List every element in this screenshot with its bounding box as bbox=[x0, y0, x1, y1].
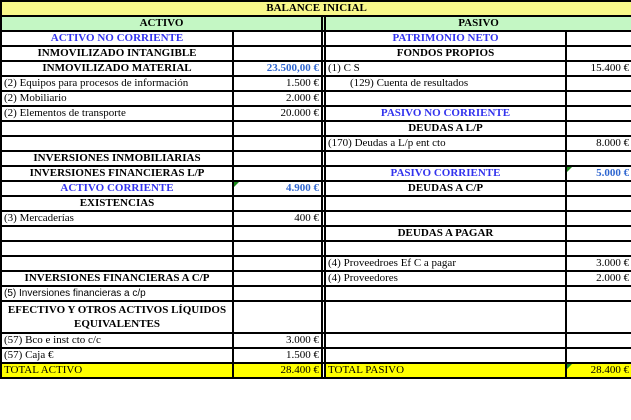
table-row bbox=[1, 136, 631, 151]
table-row bbox=[1, 181, 631, 196]
table-row bbox=[1, 76, 631, 91]
pasivo-label-cell[interactable]: PASIVO NO CORRIENTE bbox=[325, 106, 566, 121]
table-row bbox=[1, 271, 631, 286]
activo-value-cell[interactable] bbox=[233, 121, 322, 136]
activo-value-cell[interactable] bbox=[233, 31, 322, 46]
table-row bbox=[1, 211, 631, 226]
total-activo-label[interactable]: TOTAL ACTIVO bbox=[1, 363, 233, 378]
activo-label-cell[interactable]: INVERSIONES INMOBILIARIAS bbox=[1, 151, 233, 166]
table-row bbox=[1, 166, 631, 181]
pasivo-value-cell[interactable]: 15.400 € bbox=[566, 61, 631, 76]
activo-label-cell[interactable]: (57) Bco e inst cto c/c bbox=[1, 333, 233, 348]
pasivo-value-cell[interactable] bbox=[566, 151, 631, 166]
pasivo-label-cell[interactable] bbox=[325, 91, 566, 106]
table-row bbox=[1, 121, 631, 136]
activo-value-cell[interactable] bbox=[233, 286, 322, 301]
pasivo-label-cell[interactable]: (129) Cuenta de resultados bbox=[325, 76, 566, 91]
activo-value-cell[interactable] bbox=[233, 256, 322, 271]
total-pasivo-value[interactable]: 28.400 € bbox=[566, 363, 631, 378]
pasivo-value-cell[interactable] bbox=[566, 301, 631, 333]
table-row bbox=[1, 151, 631, 166]
header-row bbox=[1, 16, 631, 31]
activo-header[interactable]: ACTIVO bbox=[1, 16, 322, 31]
pasivo-value-cell[interactable] bbox=[566, 241, 631, 256]
total-activo-value[interactable]: 28.400 € bbox=[233, 363, 322, 378]
pasivo-label-cell[interactable]: DEUDAS A L/P bbox=[325, 121, 566, 136]
activo-value-cell[interactable] bbox=[233, 46, 322, 61]
activo-value-cell[interactable]: 400 € bbox=[233, 211, 322, 226]
activo-value-cell[interactable]: 1.500 € bbox=[233, 76, 322, 91]
activo-value-cell[interactable] bbox=[233, 166, 322, 181]
table-row bbox=[1, 61, 631, 76]
activo-label-cell[interactable]: INMOVILIZADO INTANGIBLE bbox=[1, 46, 233, 61]
activo-value-cell[interactable] bbox=[233, 136, 322, 151]
pasivo-label-cell[interactable]: DEUDAS A C/P bbox=[325, 181, 566, 196]
pasivo-label-cell[interactable]: (4) Proveedores bbox=[325, 271, 566, 286]
activo-label-cell[interactable]: ACTIVO NO CORRIENTE bbox=[1, 31, 233, 46]
activo-label-cell[interactable]: (2) Equipos para procesos de información bbox=[1, 76, 233, 91]
activo-label-cell[interactable]: EFECTIVO Y OTROS ACTIVOS LÍQUIDOS EQUIVALENTES bbox=[1, 301, 233, 333]
table-row bbox=[1, 196, 631, 211]
activo-label-cell[interactable] bbox=[1, 226, 233, 241]
pasivo-label-cell[interactable]: (1) C S bbox=[325, 61, 566, 76]
table-row bbox=[1, 348, 631, 363]
activo-label-cell[interactable]: (2) Elementos de transporte bbox=[1, 106, 233, 121]
pasivo-value-cell[interactable] bbox=[566, 226, 631, 241]
table-row bbox=[1, 31, 631, 46]
table-row bbox=[1, 46, 631, 61]
activo-value-cell[interactable] bbox=[233, 271, 322, 286]
table-row bbox=[1, 106, 631, 121]
activo-label-cell[interactable]: (57) Caja € bbox=[1, 348, 233, 363]
pasivo-label-cell[interactable] bbox=[325, 301, 566, 333]
total-pasivo-label[interactable]: TOTAL PASIVO bbox=[325, 363, 566, 378]
activo-label-cell[interactable]: INMOVILIZADO MATERIAL bbox=[1, 61, 233, 76]
activo-label-cell[interactable]: INVERSIONES FINANCIERAS L/P bbox=[1, 166, 233, 181]
sheet-title[interactable]: BALANCE INICIAL bbox=[1, 1, 631, 16]
activo-value-cell[interactable]: 4.900 € bbox=[233, 181, 322, 196]
activo-value-cell[interactable] bbox=[233, 196, 322, 211]
pasivo-value-cell[interactable]: 5.000 € bbox=[566, 166, 631, 181]
pasivo-value-cell[interactable]: 2.000 € bbox=[566, 271, 631, 286]
pasivo-label-cell[interactable]: (170) Deudas a L/p ent cto bbox=[325, 136, 566, 151]
pasivo-label-cell[interactable] bbox=[325, 348, 566, 363]
activo-value-cell[interactable]: 20.000 € bbox=[233, 106, 322, 121]
pasivo-label-cell[interactable] bbox=[325, 151, 566, 166]
pasivo-label-cell[interactable]: PASIVO CORRIENTE bbox=[325, 166, 566, 181]
table-row bbox=[1, 286, 631, 301]
table-row bbox=[1, 226, 631, 241]
pasivo-value-cell[interactable] bbox=[566, 121, 631, 136]
activo-label-cell[interactable]: (3) Mercaderías bbox=[1, 211, 233, 226]
activo-label-cell[interactable]: (5) Inversiones financieras a c/p bbox=[1, 286, 233, 301]
activo-value-cell[interactable] bbox=[233, 241, 322, 256]
activo-label-cell[interactable]: INVERSIONES FINANCIERAS A C/P bbox=[1, 271, 233, 286]
pasivo-value-cell[interactable] bbox=[566, 31, 631, 46]
activo-label-cell[interactable]: ACTIVO CORRIENTE bbox=[1, 181, 233, 196]
pasivo-value-cell[interactable]: 8.000 € bbox=[566, 136, 631, 151]
pasivo-value-cell[interactable] bbox=[566, 181, 631, 196]
pasivo-label-cell[interactable]: PATRIMONIO NETO bbox=[325, 31, 566, 46]
activo-value-cell[interactable]: 3.000 € bbox=[233, 333, 322, 348]
pasivo-label-cell[interactable] bbox=[325, 333, 566, 348]
table-row bbox=[1, 301, 631, 333]
title-row bbox=[1, 1, 631, 16]
activo-label-cell[interactable]: EXISTENCIAS bbox=[1, 196, 233, 211]
pasivo-value-cell[interactable] bbox=[566, 286, 631, 301]
activo-value-cell[interactable]: 1.500 € bbox=[233, 348, 322, 363]
table-row bbox=[1, 241, 631, 256]
activo-label-cell[interactable] bbox=[1, 256, 233, 271]
activo-label-cell[interactable] bbox=[1, 241, 233, 256]
activo-value-cell[interactable]: 2.000 € bbox=[233, 91, 322, 106]
pasivo-label-cell[interactable] bbox=[325, 241, 566, 256]
pasivo-value-cell[interactable] bbox=[566, 106, 631, 121]
pasivo-value-cell[interactable] bbox=[566, 91, 631, 106]
pasivo-label-cell[interactable]: FONDOS PROPIOS bbox=[325, 46, 566, 61]
pasivo-label-cell[interactable]: DEUDAS A PAGAR bbox=[325, 226, 566, 241]
pasivo-label-cell[interactable] bbox=[325, 211, 566, 226]
pasivo-label-cell[interactable] bbox=[325, 286, 566, 301]
pasivo-value-cell[interactable] bbox=[566, 211, 631, 226]
pasivo-label-cell[interactable]: (4) Proveedroes Ef C a pagar bbox=[325, 256, 566, 271]
pasivo-header[interactable]: PASIVO bbox=[325, 16, 631, 31]
activo-value-cell[interactable]: 23.500,00 € bbox=[233, 61, 322, 76]
pasivo-value-cell[interactable] bbox=[566, 46, 631, 61]
pasivo-value-cell[interactable] bbox=[566, 76, 631, 91]
activo-value-cell[interactable] bbox=[233, 301, 322, 333]
activo-label-cell[interactable]: (2) Mobiliario bbox=[1, 91, 233, 106]
activo-value-cell[interactable] bbox=[233, 151, 322, 166]
activo-value-cell[interactable] bbox=[233, 226, 322, 241]
pasivo-value-cell[interactable] bbox=[566, 333, 631, 348]
pasivo-value-cell[interactable]: 3.000 € bbox=[566, 256, 631, 271]
activo-label-cell[interactable] bbox=[1, 121, 233, 136]
pasivo-value-cell[interactable] bbox=[566, 196, 631, 211]
pasivo-label-cell[interactable] bbox=[325, 196, 566, 211]
table-row bbox=[1, 256, 631, 271]
table-row bbox=[1, 91, 631, 106]
pasivo-value-cell[interactable] bbox=[566, 348, 631, 363]
total-row bbox=[1, 363, 631, 378]
activo-label-cell[interactable] bbox=[1, 136, 233, 151]
table-row bbox=[1, 333, 631, 348]
